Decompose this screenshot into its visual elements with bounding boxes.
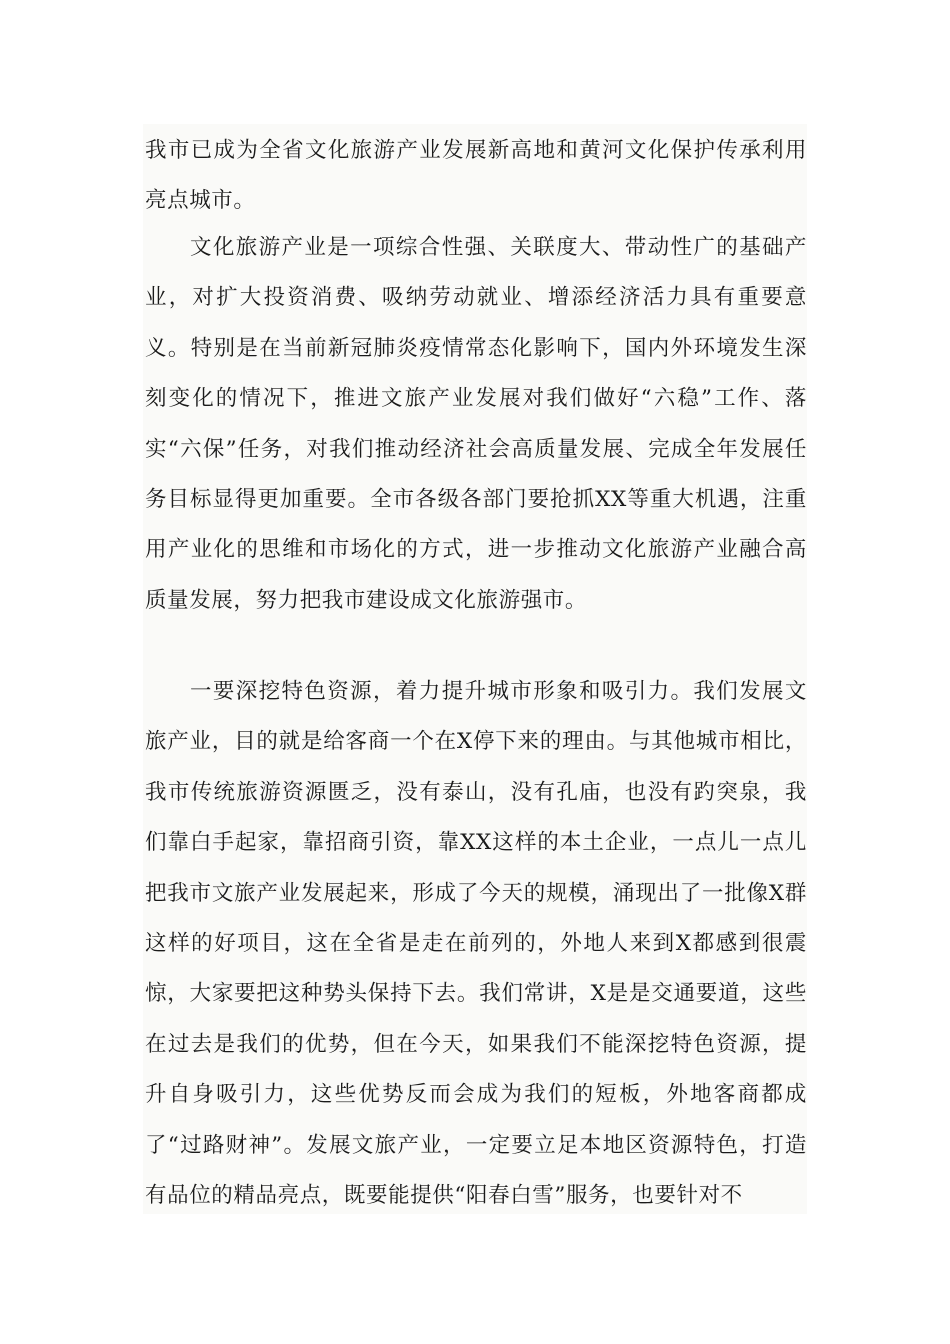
- paragraph-2: 文化旅游产业是一项综合性强、关联度大、带动性广的基础产业，对扩大投资消费、吸纳劳动就业、增添经济活力具有重要意义。特别是在当前新冠肺炎疫情常态化影响下，国内外环境发生深刻变化的情况下，推进文旅产业发展对我们做好“六稳”工作、落实“六保”任务，对我们推动经济社会高质量发展、完成全年发展任务目标显得更加重要。全市各级各部门要抢抓XX等重大机遇，注重用产业化的思维和市场化的方式，进一步推动文化旅游产业融合高质量发展，努力把我市建设成文化旅游强市。: [145, 235, 807, 613]
- paragraph-1: 我市已成为全省文化旅游产业发展新高地和黄河文化保护传承利用亮点城市。: [145, 138, 807, 214]
- paragraph-3: 一要深挖特色资源，着力提升城市形象和吸引力。我们发展文旅产业，目的就是给客商一个在X停下来的理由。与其他城市相比，我市传统旅游资源匮乏，没有泰山，没有孔庙，也没有趵突泉，我们靠白手起家，靠招商引资，靠XX这样的本土企业，一点儿一点儿把我市文旅产业发展起来，形成了今天的规模，涌现出了一批像X群这样的好项目，这在全省是走在前列的，外地人来到X都感到很震惊，大家要把这种势头保持下去。我们常讲，X是是交通要道，这些在过去是我们的优势，但在今天，如果我们不能深挖特色资源，提升自身吸引力，这些优势反而会成为我们的短板，外地客商都成了“过路财神”。发展文旅产业，一定要立足本地区资源特色，打造有品位的精品亮点，既要能提供“阳春白雪”服务，也要针对不: [145, 679, 807, 1209]
